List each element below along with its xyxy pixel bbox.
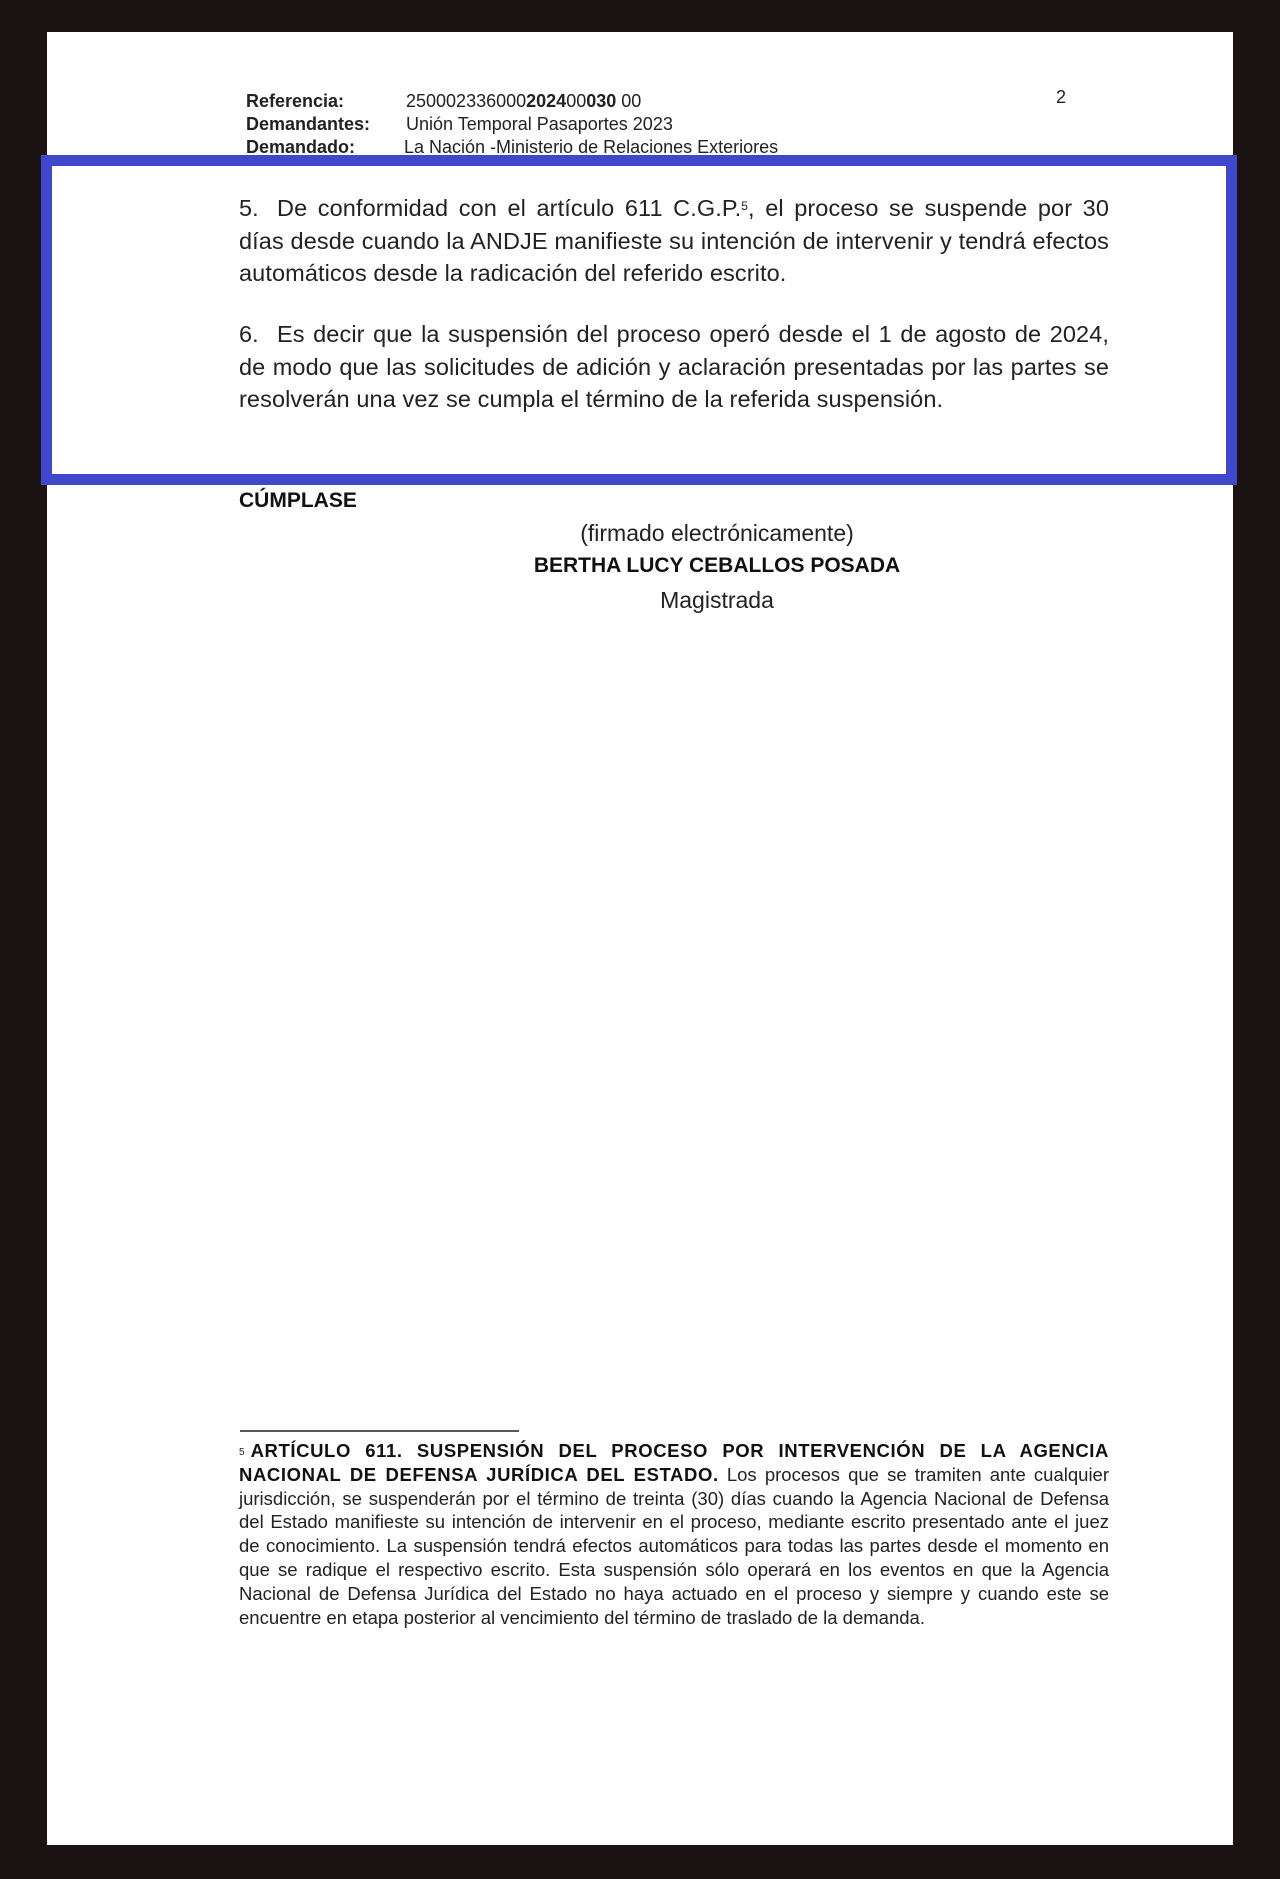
plaintiffs-label: Demandantes: <box>246 114 371 134</box>
footnote-5 <box>239 1439 1109 1629</box>
reference-part: 00 <box>616 91 642 111</box>
reference-label: Referencia: <box>246 91 345 111</box>
footnote-body: Los procesos que se tramiten ante cualquier jurisdicción, se suspenderán por el término de treinta (30) días cuando la Agencia Nacional de Defensa del Estado manifieste su intención de intervenir en el proceso, mediante escrito presentado ante el juez de conocimiento. La suspensión tendrá efectos automáticos para todas las partes desde el momento en que se radique el respectivo escrito. Esta suspensión sólo operará en los eventos en que la Agencia Nacional de Defensa Jurídica del Estado no haya actuado en el proceso y siempre y cuando este se encuentre en etapa posterior al vencimiento del término de traslado de la demanda. <box>239 1463 1109 1628</box>
plaintiffs-row <box>246 113 1146 136</box>
footnote-marker: 5 <box>239 1447 245 1458</box>
paragraph-text: De conformidad con el artículo 611 C.G.P. <box>277 195 742 221</box>
signer-name: BERTHA LUCY CEBALLOS POSADA <box>533 554 901 577</box>
reference-part-bold: 2024 <box>526 91 567 111</box>
case-header <box>246 90 1146 165</box>
reference-part: 250002336000 <box>406 91 527 111</box>
defendant-value: La Nación -Ministerio de Relaciones Exteriores <box>404 137 779 157</box>
paragraph-text: , el proceso se suspende por 30 días desde cuando la ANDJE manifieste su intención de intervenir y tendrá efectos automáticos desde la radicación del referido escrito. <box>239 195 1109 286</box>
reference-part: 00 <box>566 91 587 111</box>
paragraph-number: 6. <box>239 321 259 347</box>
paragraph-text: Es decir que la suspensión del proceso operó desde el 1 de agosto de 2024, de modo que las solicitudes de adición y aclaración presentadas por las partes se resolverán una vez se cumpla el término de la referida suspensión. <box>239 321 1109 412</box>
reference-row <box>246 90 1146 113</box>
footnote-divider <box>240 1430 519 1432</box>
highlight-box <box>41 155 1237 485</box>
footnote-heading: ARTÍCULO 611. SUSPENSIÓN DEL PROCESO POR INTERVENCIÓN DE LA AGENCIA NACIONAL DE DEFENSA JURÍDICA DEL ESTADO. <box>239 1440 1109 1485</box>
cumplase-heading: CÚMPLASE <box>239 489 357 512</box>
page-number: 2 <box>1056 87 1067 107</box>
plaintiffs-value: Unión Temporal Pasaportes 2023 <box>406 114 673 134</box>
reference-value <box>406 90 641 113</box>
paragraph-number: 5. <box>239 195 259 221</box>
signer-title: Magistrada <box>660 587 774 613</box>
footnote-reference[interactable]: 5 <box>741 199 749 213</box>
signed-note: (firmado electrónicamente) <box>580 520 854 546</box>
defendant-label: Demandado: <box>246 137 356 157</box>
reference-part-bold: 030 <box>586 91 617 111</box>
